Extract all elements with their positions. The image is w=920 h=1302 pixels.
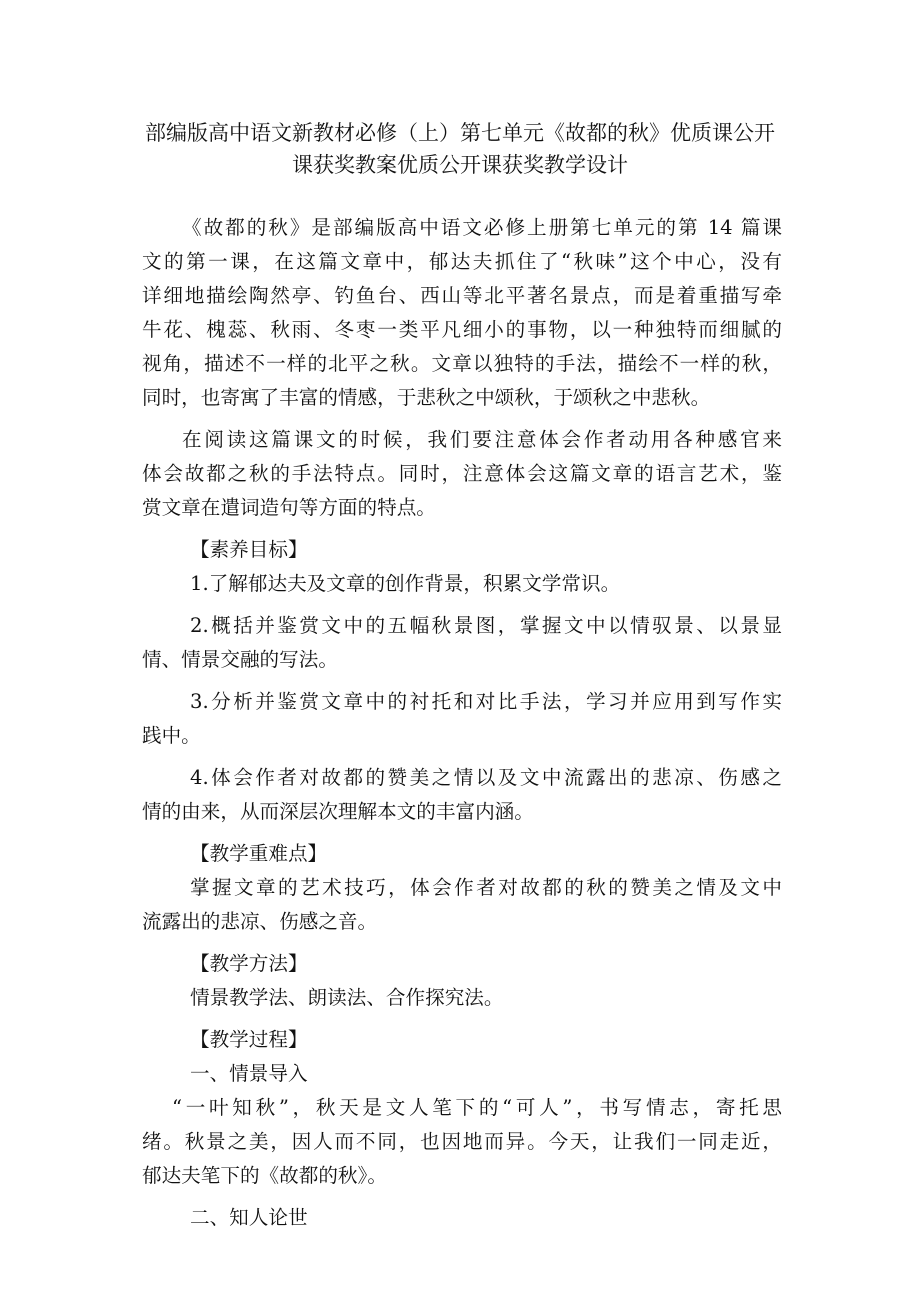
text-line: 文的第一课，在这篇文章中，郁达夫抓住了“秋味”这个中心，没有: [142, 250, 782, 273]
text-line: 视角，描述不一样的北平之秋。文章以独特的手法，描绘不一样的秋，: [142, 352, 782, 375]
text-line: “一叶知秋”，秋天是文人笔下的“可人”，书写情志，寄托思: [172, 1096, 782, 1119]
section-heading: 【教学重难点】: [190, 842, 328, 865]
text-line: 掌握文章的艺术技巧，体会作者对故都的秋的赞美之情及文中: [190, 876, 782, 899]
text-line: 详细地描绘陶然亭、钓鱼台、西山等北平著名景点，而是着重描写牵: [142, 284, 782, 307]
text-line: 情的由来，从而深层次理解本文的丰富内涵。: [142, 800, 534, 823]
text-line: 牛花、槐蕊、秋雨、冬枣一类平凡细小的事物，以一种独特而细腻的: [142, 318, 782, 341]
text-line: 践中。: [142, 724, 201, 747]
section-heading: 【教学过程】: [190, 1028, 308, 1051]
title-line-1: 部编版高中语文新教材必修（上）第七单元《故都的秋》优质课公开: [145, 121, 775, 145]
text-line: 1.了解郁达夫及文章的创作背景，积累文学常识。: [190, 572, 621, 595]
text-line: 情、情景交融的写法。: [142, 648, 338, 671]
section-heading: 【素养目标】: [190, 538, 308, 561]
text-line: 郁达夫笔下的《故都的秋》。: [142, 1164, 387, 1187]
text-line: 绪。秋景之美，因人而不同，也因地而异。今天，让我们一同走近，: [142, 1130, 782, 1153]
text-line: 4.体会作者对故都的赞美之情以及文中流露出的悲凉、伤感之: [190, 766, 782, 789]
text-line: 2.概括并鉴赏文中的五幅秋景图，掌握文中以情驭景、以景显: [190, 614, 782, 637]
text-line: 赏文章在遣词造句等方面的特点。: [142, 496, 436, 519]
text-line: 同时，也寄寓了丰富的情感，于悲秋之中颂秋，于颂秋之中悲秋。: [142, 386, 711, 409]
section-heading: 【教学方法】: [190, 952, 308, 975]
text-line: 在阅读这篇课文的时候，我们要注意体会作者动用各种感官来: [182, 428, 782, 451]
text-line: 3.分析并鉴赏文章中的衬托和对比手法，学习并应用到写作实: [190, 690, 782, 713]
subheading: 一、情景导入: [190, 1062, 308, 1085]
title-line-2: 课获奖教案优质公开课获奖教学设计: [292, 153, 628, 177]
text-line: 情景教学法、朗读法、合作探究法。: [190, 986, 504, 1009]
subheading: 二、知人论世: [190, 1206, 308, 1229]
text-line: 《故都的秋》是部编版高中语文必修上册第七单元的第 14 篇课: [182, 216, 782, 239]
text-line: 流露出的悲凉、伤感之音。: [142, 910, 378, 933]
text-line: 体会故都之秋的手法特点。同时，注意体会这篇文章的语言艺术，鉴: [142, 462, 782, 485]
